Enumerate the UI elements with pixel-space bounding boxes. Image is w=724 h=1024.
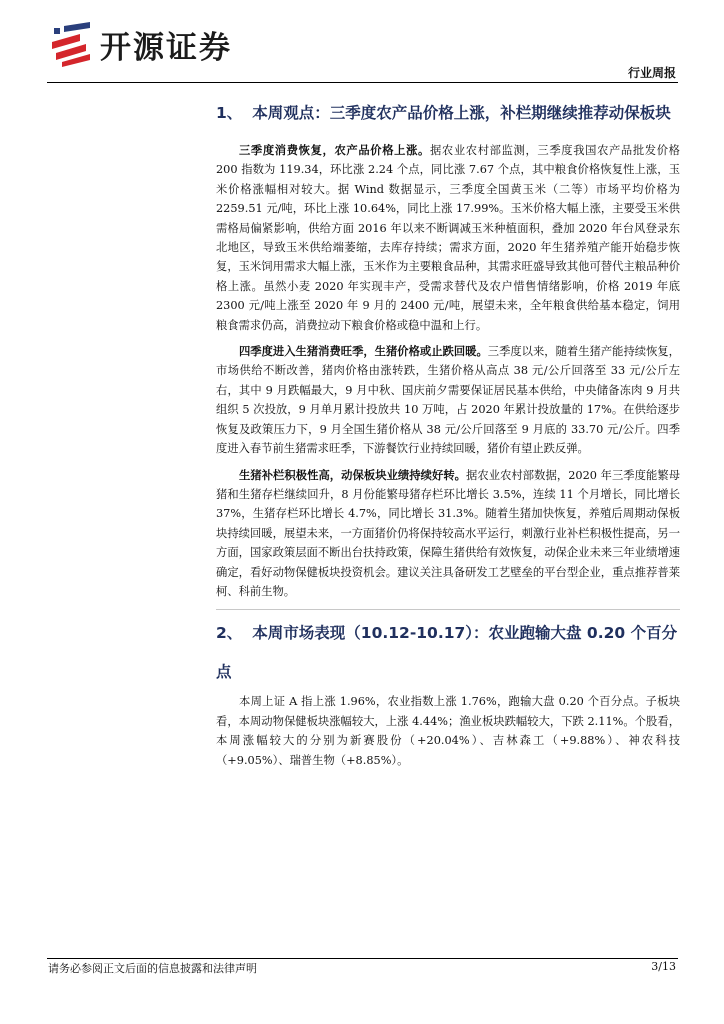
paragraph-lead: 四季度进入生猪消费旺季，生猪价格或止跌回暖。 xyxy=(239,344,488,359)
paragraph-lead: 生猪补栏积极性高，动保板块业绩持续好转。 xyxy=(239,467,467,482)
section-1-number: 1、 xyxy=(216,104,243,122)
section-2-title: 本周市场表现（10.12-10.17）：农业跑输大盘 0.20 个百分点 xyxy=(216,624,678,682)
paragraph-text: 三季度以来，随着生猪产能持续恢复，市场供给不断改善，猪肉价格由涨转跌，生猪价格从高点 38 元/公斤回落至 33 元/公斤左右，其中 9 月跌幅最大，9 月中秋、国庆前夕需要保证居民基本供给，中央储备冻肉 9 月共组织 5 次投放，9 月单月累计投放共 10 万吨，占 2020 年累计投放量的 17%。在供给逐步恢复及政策压力下，9 月全国生猪价格从 38 元/公斤回落至 9 月底的 33.70 元/公斤。四季度进入春节前生猪需求旺季，下游餐饮行业持续回暖，猪价有望止跌反弹。 xyxy=(216,345,680,456)
footer-divider xyxy=(47,958,678,959)
brand-logo xyxy=(50,20,232,68)
paragraph-text: 据农业农村部数据，2020 年三季度能繁母猪和生猪存栏继续回升，8 月份能繁母猪存栏环比增长 3.5%，连续 11 个月增长，同比增长 37%，生猪存栏环比增长 4.7%，同比增长 31.3%。随着生猪加快恢复，养殖后周期动保板块持续回暖，展望未来，一方面猪价仍将保持较高水平运行，刺激行业补栏积极性提高，另一方面，国家政策层面不断出台扶持政策，保障生猪供给有效恢复，动保企业未来三年业绩增速确定，看好动物保健板块投资机会。建议关注具备研发工艺壁垒的平台型企业，重点推荐普莱柯、科前生物。 xyxy=(216,468,680,598)
footer-disclaimer: 请务必参阅正文后面的信息披露和法律声明 xyxy=(48,962,257,975)
brand-name: 开源证券 xyxy=(100,29,232,66)
page-number: 3/13 xyxy=(651,960,676,973)
section-1-heading xyxy=(216,94,680,133)
brand-mark-icon xyxy=(50,20,94,68)
section-1-paragraph xyxy=(216,466,680,602)
header-divider xyxy=(47,82,678,83)
section-1-paragraph xyxy=(216,141,680,335)
paragraph-text: 据农业农村部监测，三季度我国农产品批发价格 200 指数为 119.34，环比涨 2.24 个点，同比涨 7.67 个点，其中粮食价格恢复性上涨，玉米价格涨幅相对较大。据 Wind 数据显示，三季度全国黄玉米（二等）市场平均价格为 2259.51 元/吨，环比上涨 10.64%，同比上涨 17.99%。玉米价格大幅上涨，主要受玉米供需格局偏紧影响，供给方面 2016 年以来不断调减玉米种植面积，叠加 2020 年台风登录东北地区，导致玉米供给端萎缩，去库存持续；需求方面，2020 年生猪养殖产能开始稳步恢复，玉米饲用需求大幅上涨，玉米作为主要粮食品种，其需求旺盛导致其他可替代主粮品种价格上涨。虽然小麦 2020 年实现丰产，受需求替代及农户惜售情绪影响，价格 2019 年底 2300 元/吨上涨至 2020 年 9 月的 2400 元/吨，展望未来，全年粮食供给基本稳定，饲用粮食需求仍高，消费拉动下粮食价格或稳中温和上行。 xyxy=(216,144,680,332)
section-2-heading xyxy=(216,614,680,692)
section-divider xyxy=(216,609,680,610)
section-1-paragraph xyxy=(216,342,680,458)
section-2-number: 2、 xyxy=(216,624,243,643)
section-2-paragraph: 本周上证 A 指上涨 1.96%，农业指数上涨 1.76%，跑输大盘 0.20 个百分点。子板块看，本周动物保健板块涨幅较大，上涨 4.44%；渔业板块跌幅较大，下跌 2.11%。个股看，本周涨幅较大的分别为新赛股份（+20.04%）、吉林森工（+9.88%）、神农科技（+9.05%）、瑞普生物（+8.85%）。 xyxy=(216,695,680,767)
document-type: 行业周报 xyxy=(627,66,676,80)
main-content xyxy=(216,92,680,777)
paragraph-lead: 三季度消费恢复，农产品价格上涨。 xyxy=(239,143,430,157)
section-1-title: 本周观点：三季度农产品价格上涨，补栏期继续推荐动保板块 xyxy=(252,104,671,122)
